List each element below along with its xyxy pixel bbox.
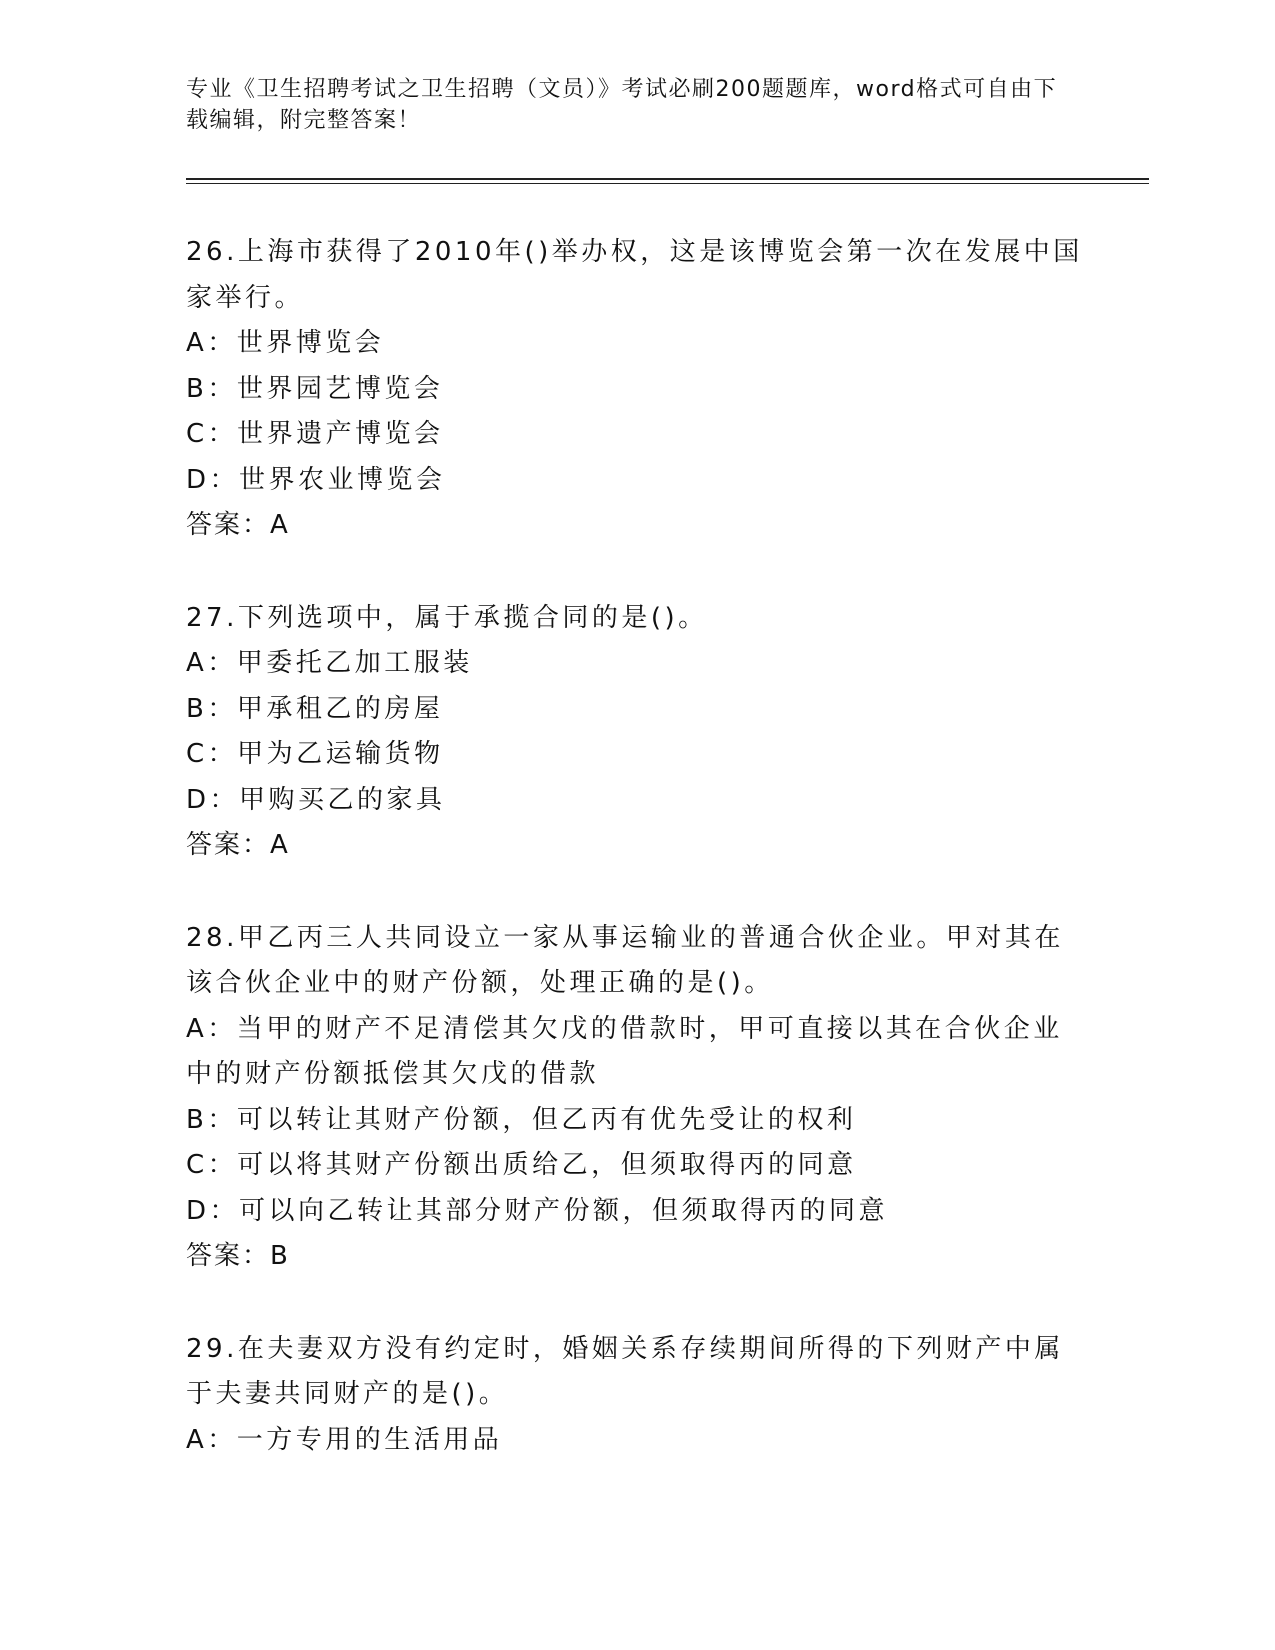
question-list (186, 230, 1086, 1510)
option-c: C：世界遗产博览会 (186, 419, 444, 449)
option-a: A：当甲的财产不足清偿其欠戊的借款时，甲可直接以其在合伙企业中的财产份额抵偿其欠戊的借款 (186, 1013, 1063, 1089)
option-b: B：可以转让其财产份额，但乙丙有优先受让的权利 (186, 1104, 857, 1135)
option-d: D：可以向乙转让其部分财产份额，但须取得丙的同意 (186, 1195, 889, 1226)
option-c: C：甲为乙运输货物 (186, 739, 444, 769)
option-b: B：甲承租乙的房屋 (186, 693, 444, 724)
header-divider-thin (186, 183, 1149, 184)
option-c: C：可以将其财产份额出质给乙，但须取得丙的同意 (186, 1150, 857, 1180)
answer-line: 答案：A (186, 510, 290, 540)
option-d: D：世界农业博览会 (186, 464, 446, 495)
header-intro-text: 专业《卫生招聘考试之卫生招聘（文员）》考试必刷200题题库，word格式可自由下载编辑，附完整答案！ (186, 77, 1058, 133)
option-a: A：一方专用的生活用品 (186, 1424, 503, 1455)
document-header (186, 74, 1066, 136)
answer-line: 答案：B (186, 1241, 290, 1271)
question-28 (186, 916, 1086, 1280)
option-d: D：甲购买乙的家具 (186, 784, 446, 815)
option-b: B：世界园艺博览会 (186, 373, 444, 404)
question-26 (186, 230, 1086, 549)
question-stem: 29.在夫妻双方没有约定时，婚姻关系存续期间所得的下列财产中属于夫妻共同财产的是()。 (186, 1333, 1064, 1409)
option-a: A：甲委托乙加工服装 (186, 648, 473, 678)
question-27 (186, 596, 1086, 869)
question-stem: 28.甲乙丙三人共同设立一家从事运输业的普通合伙企业。甲对其在该合伙企业中的财产份额，处理正确的是()。 (186, 922, 1064, 998)
option-a: A：世界博览会 (186, 328, 385, 358)
answer-line: 答案：A (186, 830, 290, 860)
question-29 (186, 1327, 1086, 1464)
question-stem: 27.下列选项中，属于承揽合同的是()。 (186, 602, 708, 633)
question-stem: 26.上海市获得了2010年()举办权，这是该博览会第一次在发展中国家举行。 (186, 237, 1083, 313)
header-divider-thick (186, 178, 1149, 180)
